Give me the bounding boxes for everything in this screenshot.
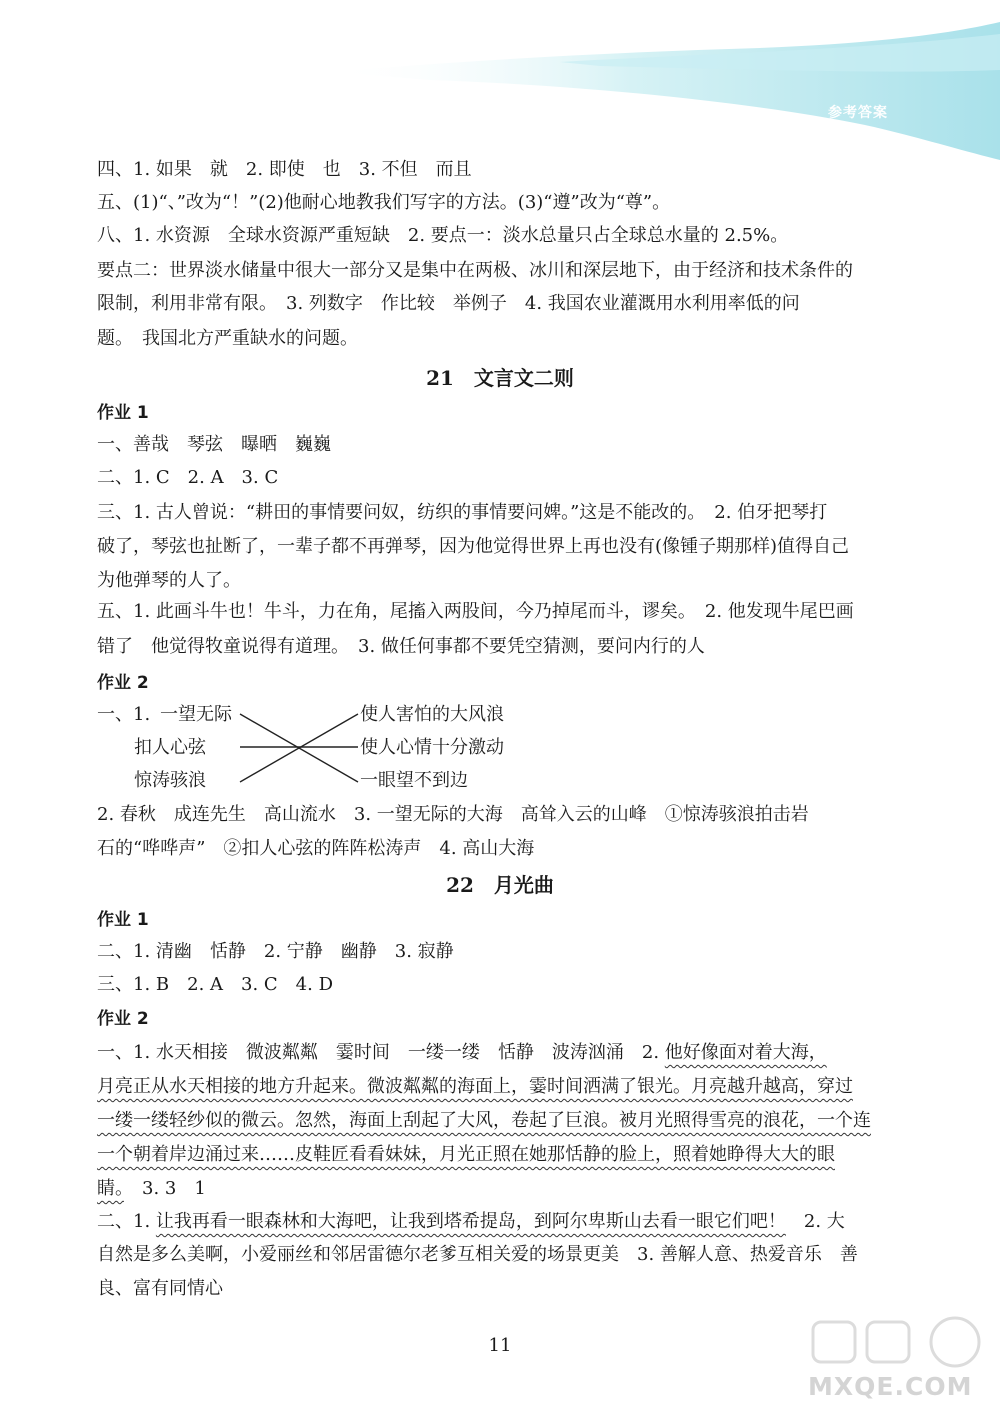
match-right-item: 使人心情十分激动 [360,737,504,758]
answer-line: 要点二：世界淡水储量中很大一部分又是集中在两极、冰川和深层地下，由于经济和技术条件的 [97,260,853,281]
lesson-title: 21 文言文二则 [426,366,574,390]
homework-heading: 作业 2 [97,1009,149,1029]
answer-line: 三、1. 古人曾说：“耕田的事情要问奴，纺织的事情要问婢。”这是不能改的。 2. 伯牙把琴打 [97,502,828,523]
wavy-underlined-text: 他好像面对着大海， [664,1042,827,1063]
match-right-item: 使人害怕的大风浪 [360,704,504,725]
answer-line: 良、富有同情心 [97,1278,223,1299]
answer-line [97,1140,903,1170]
watermark-text: MXQE.COM [808,1372,973,1401]
wavy-underlined-text: 一个朝着岸边涌过来……皮鞋匠看看妹妹，月光正照在她那恬静的脸上，照着她睁得大大的眼 [97,1144,835,1165]
answer-line: 限制，利用非常有限。 3. 列数字 作比较 举例子 4. 我国农业灌溉用水利用率低的问 [97,293,800,314]
match-right-item: 一眼望不到边 [360,770,468,791]
answer-line [97,1072,903,1102]
answer-text: 2. 大 [785,1211,845,1232]
answer-text: 二、1. [97,1211,156,1232]
homework-heading: 作业 2 [97,673,149,693]
answer-line: 题。 我国北方严重缺水的问题。 [97,328,358,349]
answer-line: 错了 他觉得牧童说得有道理。 3. 做任何事都不要凭空猜测，要问内行的人 [97,636,705,657]
answer-line [97,1038,903,1068]
homework-heading: 作业 1 [97,403,149,423]
answer-line: 五、1. 此画斗牛也！牛斗，力在角，尾搐入两股间，今乃掉尾而斗，谬矣。 2. 他发现牛尾巴画 [97,601,854,622]
wavy-underlined-text: 一缕一缕轻纱似的微云。忽然，海面上刮起了大风，卷起了巨浪。被月光照得雪亮的浪花，一个连 [97,1110,871,1131]
wavy-underlined-text: 睛。 [97,1178,124,1199]
answer-line: 三、1. B 2. A 3. C 4. D [97,974,334,995]
answer-text: 3. 3 1 [124,1178,206,1199]
match-connector-lines [238,700,360,796]
answer-line: 石的“哗哗声” ②扣人心弦的阵阵松涛声 4. 高山大海 [97,838,535,859]
answer-line: 二、1. C 2. A 3. C [97,467,279,488]
match-prefix: 一、1. [97,704,151,725]
match-left-item: 扣人心弦 [134,737,206,758]
answer-line [97,1174,903,1204]
answer-text: 一、1. 水天相接 微波粼粼 霎时间 一缕一缕 恬静 波涛汹涌 2. [97,1042,665,1063]
answer-line: 2. 春秋 成连先生 高山流水 3. 一望无际的大海 高耸入云的山峰 ①惊涛骇浪拍击岩 [97,804,809,825]
match-left-item: 惊涛骇浪 [134,770,206,791]
header-label: 参考答案 [828,105,888,121]
wavy-underlined-text: 月亮正从水天相接的地方升起来。微波粼粼的海面上，霎时间洒满了银光。月亮越升越高，穿过 [97,1076,853,1097]
match-left-item: 一望无际 [160,704,232,725]
page-number: 11 [488,1335,512,1356]
answer-line: 自然是多么美啊，小爱丽丝和邻居雷德尔老爹互相关爱的场景更美 3. 善解人意、热爱音乐 善 [97,1244,858,1265]
lesson-title: 22 月光曲 [446,873,554,897]
header-band [0,0,1000,170]
header-wave-graphic [0,0,1000,170]
answer-line: 一、善哉 琴弦 曝晒 巍巍 [97,434,331,455]
homework-heading: 作业 1 [97,910,149,930]
answer-line: 二、1. 清幽 恬静 2. 宁静 幽静 3. 寂静 [97,941,454,962]
answer-line: 四、1. 如果 就 2. 即使 也 3. 不但 而且 [97,159,472,180]
answer-line [97,1106,903,1136]
answer-line: 破了，琴弦也扯断了，一辈子都不再弹琴，因为他觉得世界上再也没有(像锺子期那样)值得自己 [97,536,850,557]
answer-line: 五、(1)“、”改为“！”(2)他耐心地教我们写字的方法。(3)“遵”改为“尊”。 [97,192,671,213]
answer-line: 八、1. 水资源 全球水资源严重短缺 2. 要点一：淡水总量只占全球总水量的 2.5%。 [97,225,789,246]
answer-line: 为他弹琴的人了。 [97,570,241,591]
answer-line [97,1207,903,1237]
wavy-underlined-text: 让我再看一眼森林和大海吧，让我到塔希提岛，到阿尔卑斯山去看一眼它们吧！ [155,1211,786,1232]
